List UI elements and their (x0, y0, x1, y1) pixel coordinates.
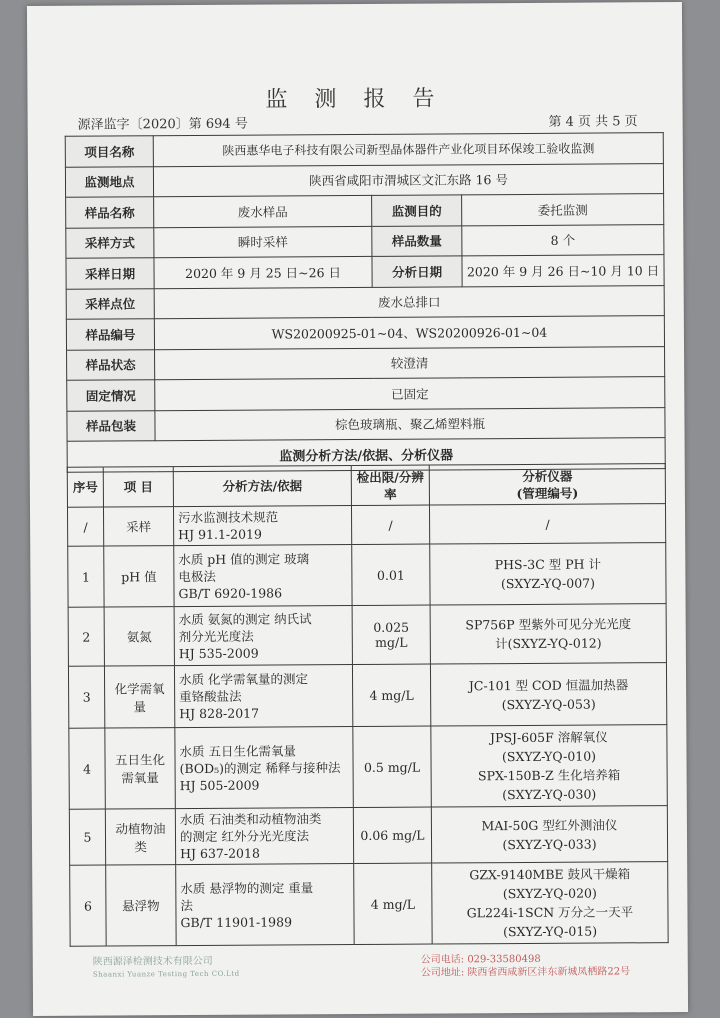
method-standard: HJ 828-2017 (179, 705, 260, 722)
col-header-item: 项 目 (103, 467, 173, 507)
sample-state-label: 样品状态 (67, 349, 155, 380)
instrument-line: GZX-9140MBE 鼓风干燥箱 (469, 866, 631, 883)
row-item: 氨氮 (104, 607, 174, 666)
quantity-label: 样品数量 (372, 225, 462, 256)
package-value: 棕色玻璃瓶、聚乙烯塑料瓶 (155, 407, 665, 441)
instrument-code: 计(SXYZ-YQ-012) (494, 635, 602, 652)
instrument-line: JC-101 型 COD 恒温加热器 (468, 676, 629, 693)
method-standard: HJ 535-2009 (178, 645, 259, 661)
purpose-label: 监测目的 (372, 195, 462, 226)
instrument-header-sub: (管理编号) (516, 485, 579, 501)
method-line: 电极法 (178, 568, 216, 584)
method-standard: GB/T 6920-1986 (178, 584, 283, 601)
instrument-code: (SXYZ-YQ-020) (502, 885, 597, 902)
col-header-no: 序号 (67, 467, 103, 507)
row-item: 五日生化需氧量 (105, 728, 175, 809)
instrument-code: (SXYZ-YQ-015) (503, 923, 598, 940)
row-limit: 0.025 mg/L (352, 605, 430, 664)
table-row (66, 255, 664, 289)
row-method (174, 545, 352, 607)
section-title: 监测分析方法/依据、分析仪器 (67, 438, 665, 472)
instrument-code: (SXYZ-YQ-030) (502, 786, 597, 803)
method-line: 重铬酸盐法 (179, 688, 242, 705)
sample-code-value: WS20200925-01~04、WS20200926-01~04 (154, 316, 664, 350)
instrument-code: (SXYZ-YQ-053) (501, 696, 596, 712)
row-no: 4 (69, 728, 105, 809)
fixed-value: 已固定 (155, 377, 665, 411)
document-number: 源泽监字〔2020〕第 694 号 (77, 116, 248, 133)
method-standard: HJ 637-2018 (180, 845, 260, 862)
row-method (176, 864, 354, 946)
table-row (68, 604, 666, 667)
method-line: 水质 化学需氧量的测定 (178, 671, 309, 688)
analysis-date-label: 分析日期 (372, 256, 462, 287)
sample-info-table (65, 132, 666, 472)
row-no: 6 (70, 865, 106, 946)
col-header-instrument (429, 464, 665, 505)
table-row (66, 224, 664, 258)
instrument-code: (SXYZ-YQ-007) (500, 575, 596, 592)
row-method (173, 506, 351, 546)
instrument-code: (SXYZ-YQ-033) (502, 836, 597, 852)
method-line: 水质 氨氮的测定 纳氏试 (178, 610, 312, 627)
method-line: 水质 石油类和动植物油类 (179, 811, 322, 828)
row-item: 悬浮物 (106, 865, 176, 946)
package-label: 样品包装 (67, 410, 155, 441)
method-line: 法 (180, 897, 193, 913)
table-row (66, 316, 664, 350)
table-row (65, 133, 663, 167)
sampling-point-label: 采样点位 (66, 288, 154, 319)
row-instrument (430, 663, 666, 726)
row-limit: 4 mg/L (352, 664, 430, 726)
method-line: 水质 五日生化需氧量 (179, 742, 297, 759)
row-method (175, 808, 353, 865)
purpose-value: 委托监测 (462, 194, 664, 226)
row-no: 5 (69, 809, 105, 865)
instrument-line: GL224i-1SCN 万分之一天平 (466, 904, 634, 921)
table-row (68, 663, 666, 729)
method-line: 水质 悬浮物的测定 重量 (180, 879, 314, 896)
row-limit: 0.06 mg/L (353, 807, 431, 863)
row-method (174, 665, 352, 728)
row-no: 1 (68, 546, 104, 607)
sample-state-value: 较澄清 (155, 346, 665, 380)
table-row (69, 725, 667, 810)
row-limit: / (351, 505, 429, 544)
sample-code-label: 样品编号 (66, 319, 154, 350)
table-row (68, 543, 666, 608)
project-name-label: 项目名称 (65, 136, 153, 167)
method-standard: GB/T 11901-1989 (180, 913, 293, 930)
method-line: 污水监测技术规范 (178, 509, 279, 526)
sampling-method-label: 采样方式 (66, 227, 154, 258)
table-row (65, 163, 663, 197)
footer-company-en: Shaanxi Yuanze Testing Tech CO.Ltd (92, 969, 240, 979)
row-item: 采样 (103, 507, 173, 546)
row-no: / (67, 507, 103, 546)
instrument-line: SPX-150B-Z 生化培养箱 (477, 767, 621, 784)
row-item: 动植物油类 (105, 809, 175, 865)
row-limit: 4 mg/L (354, 863, 432, 944)
table-row (67, 377, 665, 411)
table-row (66, 285, 664, 319)
instrument-header-label: 分析仪器 (522, 468, 573, 484)
instrument-line: JPSJ-605F 溶解氧仪 (489, 729, 608, 746)
table-row (67, 407, 665, 441)
row-instrument (432, 862, 668, 944)
row-instrument (430, 543, 666, 605)
col-header-method: 分析方法/依据 (173, 466, 351, 507)
site-label: 监测地点 (65, 166, 153, 197)
sampling-point-value: 废水总排口 (154, 285, 664, 319)
table-row (69, 806, 667, 866)
sampling-method-value: 瞬时采样 (154, 226, 372, 258)
analysis-date-value: 2020 年 9 月 26 日~10 月 10 日 (462, 255, 664, 287)
table-row (67, 504, 665, 547)
row-item: pH 值 (104, 546, 174, 607)
instrument-line: SP756P 型紫外可见分光光度 (465, 616, 632, 633)
table-row (66, 194, 664, 228)
row-instrument (431, 806, 667, 863)
row-instrument (431, 725, 667, 807)
project-name-value: 陕西惠华电子科技有限公司新型晶体器件产业化项目环保竣工验收监测 (153, 133, 663, 167)
instrument-line: PHS-3C 型 PH 计 (494, 556, 602, 573)
row-no: 2 (68, 607, 104, 666)
page-title: 监 测 报 告 (265, 86, 445, 113)
footer-address: 公司地址: 陕西省西咸新区沣东新城凤栖路22号 (420, 966, 631, 979)
row-instrument: / (429, 504, 665, 544)
page-number: 第 4 页 共 5 页 (548, 114, 638, 130)
method-line: 剂分光光度法 (178, 628, 254, 644)
method-line: 的测定 红外分光光度法 (179, 828, 310, 845)
row-limit: 0.01 (352, 544, 430, 605)
method-standard: HJ 505-2009 (179, 777, 260, 793)
row-item: 化学需氧量 (104, 666, 174, 728)
table-row (70, 862, 668, 947)
quantity-value: 8 个 (462, 224, 664, 256)
table-header-row (67, 464, 665, 508)
footer-company-cn: 陕西源泽检测技术有限公司 (92, 955, 213, 968)
row-method (174, 606, 352, 666)
footer-phone: 公司电话: 029-33580498 (420, 953, 541, 966)
sample-date-label: 采样日期 (66, 258, 154, 289)
method-line: 水质 pH 值的测定 玻璃 (178, 550, 310, 567)
method-line: (BOD₅)的测定 稀释与接种法 (179, 759, 341, 776)
sample-date-value: 2020 年 9 月 25 日~26 日 (154, 256, 372, 288)
sample-name-value: 废水样品 (154, 195, 372, 227)
col-header-limit: 检出限/分辨率 (351, 465, 429, 505)
row-method (175, 727, 353, 809)
method-standard: HJ 91.1-2019 (178, 526, 262, 543)
site-value: 陕西省咸阳市渭城区文汇东路 16 号 (153, 163, 663, 197)
sample-name-label: 样品名称 (66, 197, 154, 228)
row-limit: 0.5 mg/L (353, 726, 431, 807)
fixed-label: 固定情况 (67, 380, 155, 411)
row-no: 3 (68, 666, 104, 728)
instrument-code: (SXYZ-YQ-010) (501, 748, 597, 765)
instrument-line: MAI-50G 型红外测油仪 (481, 816, 618, 833)
methods-table (67, 463, 669, 947)
report-page (27, 2, 688, 1016)
footer-company (93, 955, 240, 982)
row-instrument (430, 604, 666, 664)
footer-contact (421, 952, 630, 979)
table-row (67, 346, 665, 380)
